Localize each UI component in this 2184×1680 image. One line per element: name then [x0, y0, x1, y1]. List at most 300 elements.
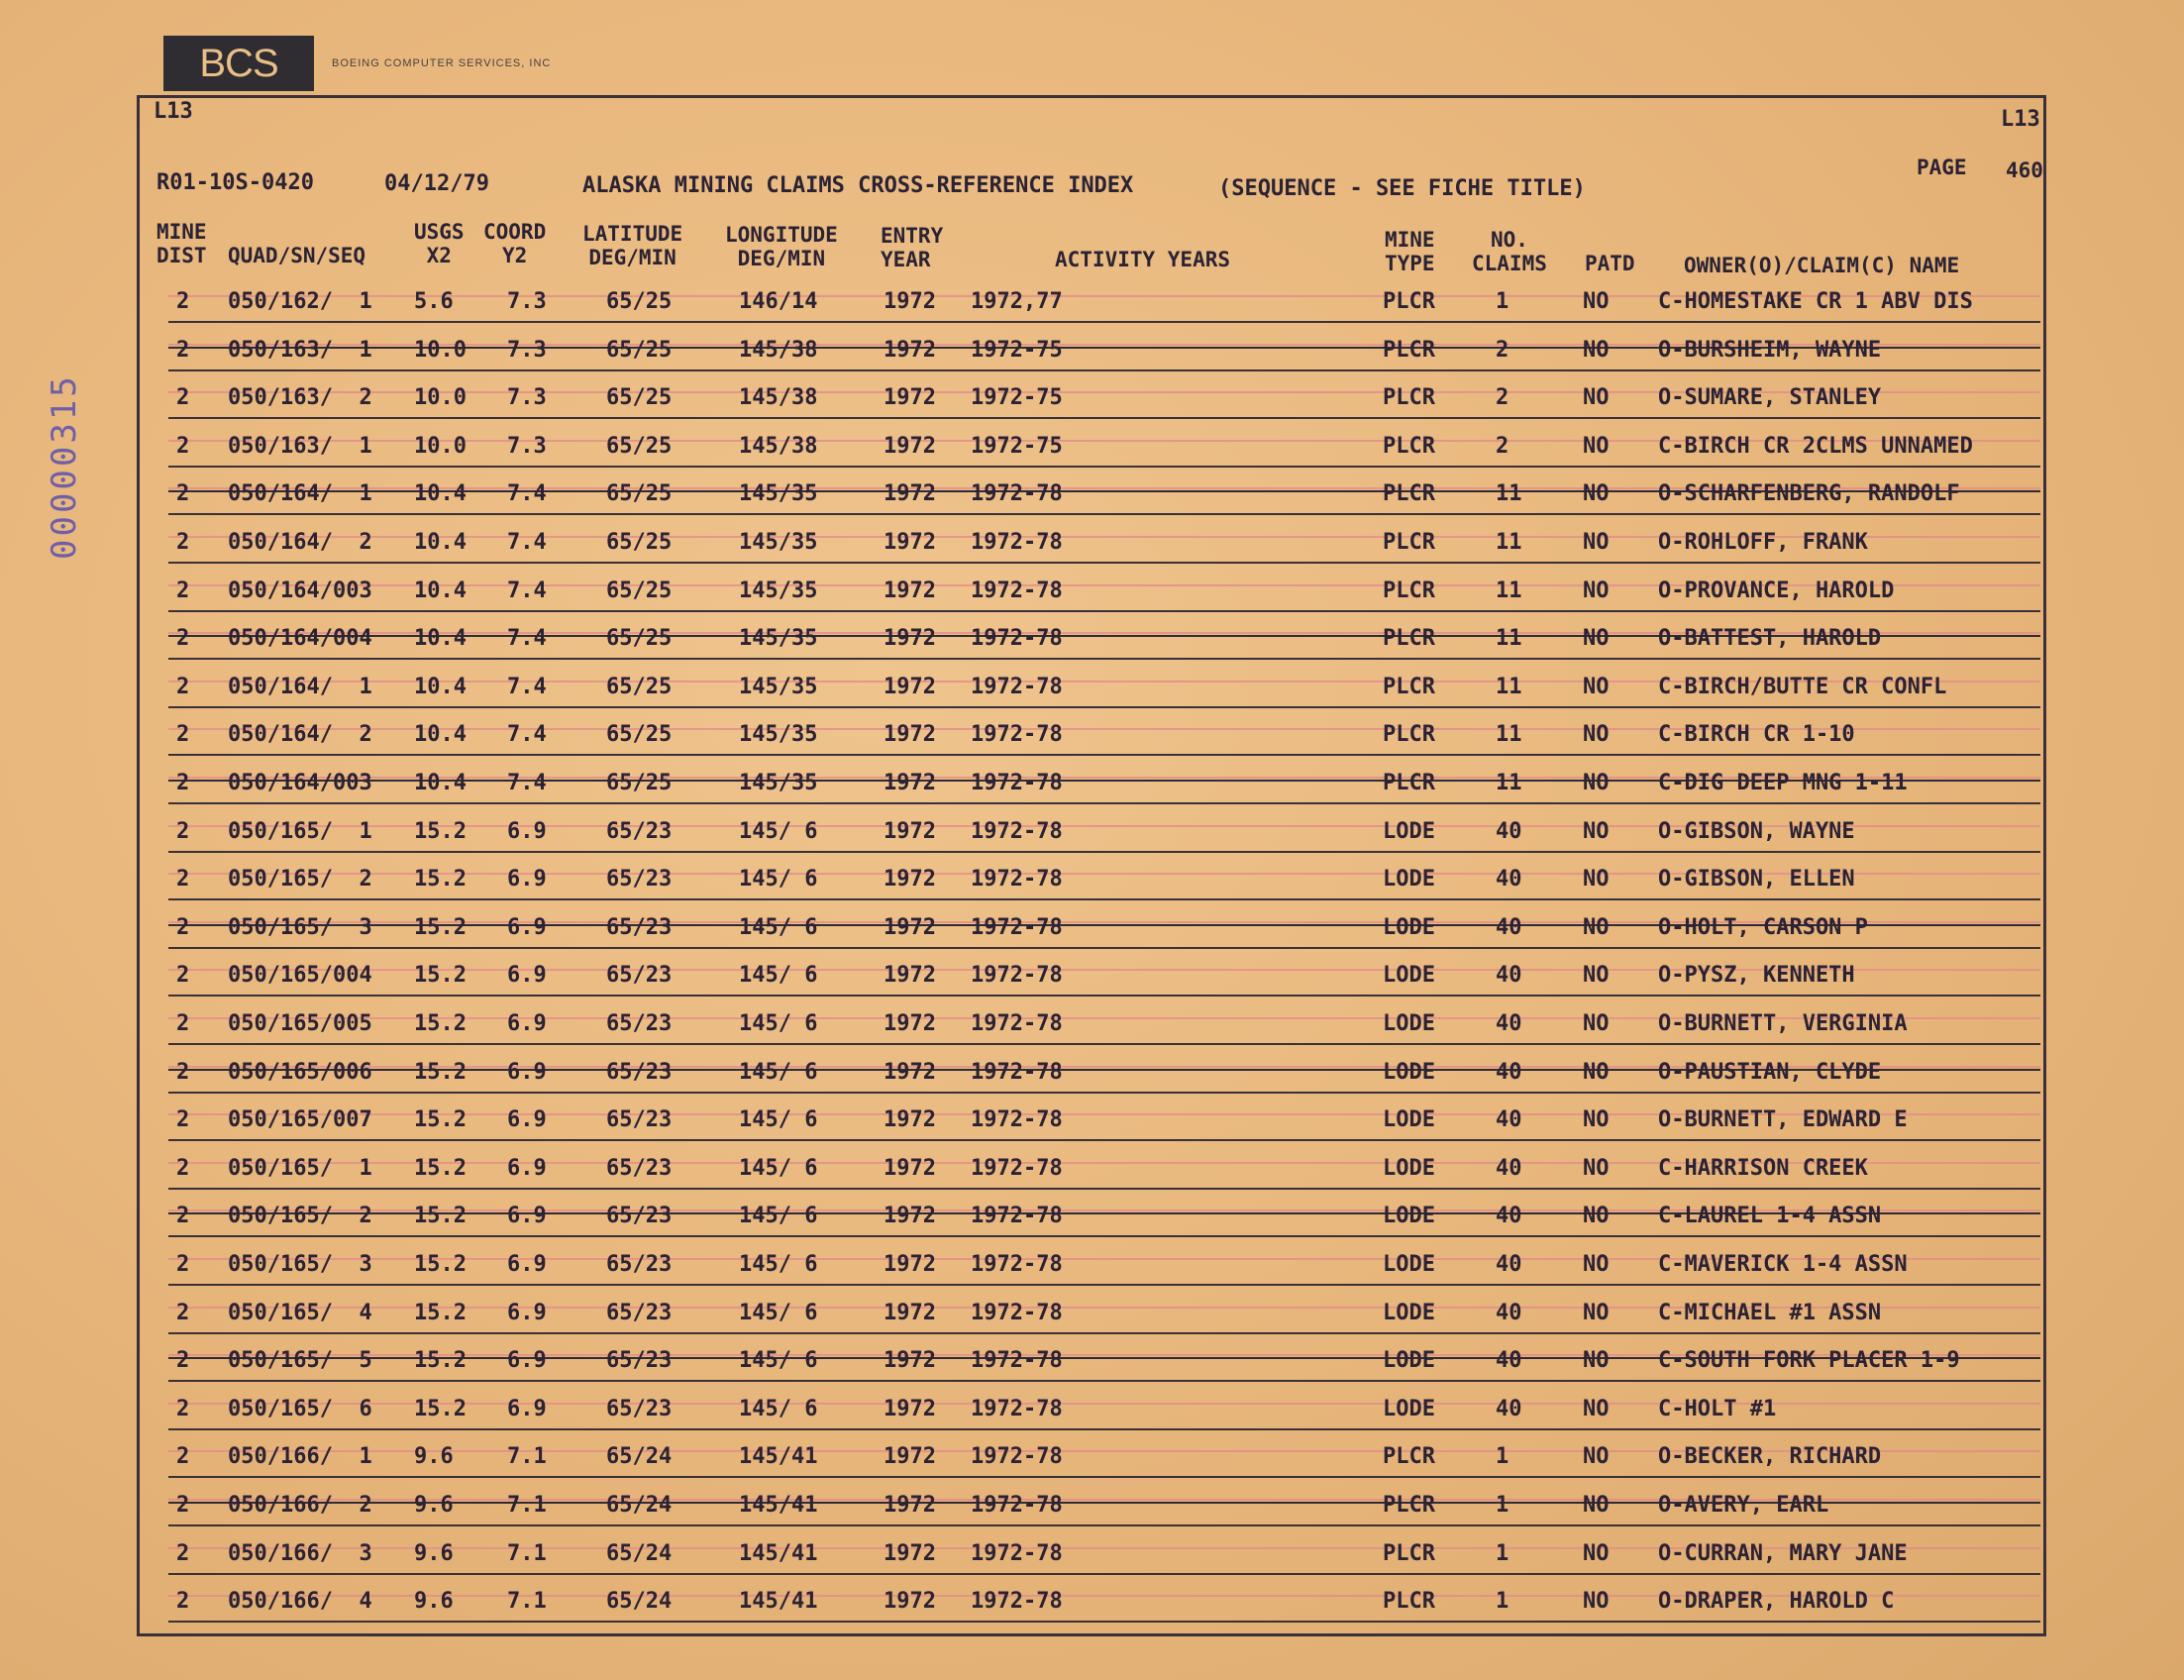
cell-quad: 050/166/ 4 [228, 1589, 372, 1615]
cell-owner: O-GIBSON, WAYNE [1658, 818, 1855, 844]
cell-mine-dist: 2 [176, 771, 190, 795]
cell-mine-dist: 2 [176, 914, 190, 940]
cell-mine-dist: 2 [176, 578, 190, 603]
cell-latitude: 65/23 [606, 1348, 673, 1374]
table-row [149, 1581, 2040, 1628]
cell-activity-years: 1972-78 [971, 914, 1063, 940]
cell-patd: NO [1583, 867, 1610, 892]
cell-usgs-x2: 15.2 [414, 1107, 467, 1133]
cell-no-claims: 1 [1496, 1444, 1509, 1470]
cell-no-claims: 40 [1496, 818, 1522, 844]
cell-quad: 050/164/003 [228, 771, 372, 795]
cell-longitude: 145/ 6 [739, 1252, 818, 1277]
cell-coord-y2: 6.9 [507, 1107, 547, 1133]
cell-mine-dist: 2 [176, 1540, 190, 1566]
cell-longitude: 145/ 6 [739, 914, 818, 940]
table-row [149, 1293, 2040, 1340]
cell-patd: NO [1583, 337, 1610, 363]
cell-entry-year: 1972 [884, 1252, 936, 1277]
cell-mine-dist: 2 [176, 1444, 190, 1470]
cell-longitude: 145/35 [739, 578, 818, 603]
row-underline [168, 1092, 2040, 1094]
cell-patd: NO [1583, 1155, 1610, 1181]
cell-no-claims: 11 [1496, 722, 1522, 748]
cell-latitude: 65/24 [606, 1589, 673, 1615]
cell-activity-years: 1972-78 [971, 818, 1063, 844]
cell-activity-years: 1972-78 [971, 481, 1063, 507]
cell-patd: NO [1583, 1396, 1610, 1421]
cell-entry-year: 1972 [884, 1107, 936, 1133]
cell-owner: O-SUMARE, STANLEY [1658, 385, 1882, 411]
header-activity-years: ACTIVITY YEARS [1055, 248, 1231, 271]
cell-coord-y2: 7.4 [507, 530, 547, 555]
row-underline [168, 1332, 2040, 1334]
cell-patd: NO [1583, 674, 1610, 699]
cell-usgs-x2: 10.4 [414, 626, 467, 652]
cell-longitude: 145/ 6 [739, 1396, 818, 1421]
header-no-claims: NO. CLAIMS [1472, 228, 1547, 275]
header-quad: QUAD/SN/SEQ [228, 244, 366, 267]
cell-patd: NO [1583, 1493, 1610, 1518]
row-underline [168, 1476, 2040, 1478]
table-row [149, 1389, 2040, 1436]
cell-latitude: 65/23 [606, 914, 673, 940]
row-underline [168, 369, 2040, 371]
row-underline [168, 513, 2040, 515]
cell-patd: NO [1583, 289, 1610, 314]
cell-entry-year: 1972 [884, 481, 936, 507]
header-longitude: LONGITUDE DEG/MIN [725, 223, 838, 270]
cell-coord-y2: 6.9 [507, 1204, 547, 1229]
cell-quad: 050/165/ 6 [228, 1396, 372, 1421]
cell-quad: 050/164/ 2 [228, 722, 372, 748]
cell-mine-type: PLCR [1383, 385, 1435, 411]
cell-entry-year: 1972 [884, 1300, 936, 1325]
table-row [149, 473, 2040, 521]
cell-quad: 050/166/ 2 [228, 1493, 372, 1518]
table-row [149, 426, 2040, 473]
cell-latitude: 65/25 [606, 289, 673, 314]
cell-longitude: 145/35 [739, 771, 818, 795]
cell-mine-type: LODE [1383, 1155, 1435, 1181]
cell-mine-dist: 2 [176, 1107, 190, 1133]
cell-entry-year: 1972 [884, 433, 936, 459]
cell-latitude: 65/25 [606, 481, 673, 507]
table-row [149, 907, 2040, 955]
cell-usgs-x2: 10.4 [414, 481, 467, 507]
cell-owner: O-HOLT, CARSON P [1658, 914, 1868, 940]
table-row [149, 859, 2040, 906]
cell-coord-y2: 6.9 [507, 1396, 547, 1421]
table-row [149, 1436, 2040, 1484]
cell-patd: NO [1583, 1204, 1610, 1229]
cell-longitude: 145/35 [739, 722, 818, 748]
row-underline [168, 321, 2040, 323]
cell-owner: C-LAUREL 1-4 ASSN [1658, 1204, 1882, 1229]
cell-mine-dist: 2 [176, 530, 190, 555]
cell-no-claims: 40 [1496, 963, 1522, 989]
header-coord: COORD Y2 [483, 220, 547, 267]
table-row [149, 811, 2040, 859]
page-label: PAGE [1917, 156, 1967, 179]
cell-latitude: 65/24 [606, 1444, 673, 1470]
cell-owner: O-CURRAN, MARY JANE [1658, 1540, 1908, 1566]
cell-mine-dist: 2 [176, 1348, 190, 1374]
cell-owner: O-BURSHEIM, WAYNE [1658, 337, 1882, 363]
table-row [149, 571, 2040, 618]
cell-longitude: 145/ 6 [739, 1348, 818, 1374]
cell-mine-type: LODE [1383, 963, 1435, 989]
cell-patd: NO [1583, 626, 1610, 652]
cell-longitude: 145/38 [739, 433, 818, 459]
cell-mine-dist: 2 [176, 818, 190, 844]
cell-longitude: 145/41 [739, 1493, 818, 1518]
cell-activity-years: 1972-78 [971, 1252, 1063, 1277]
cell-patd: NO [1583, 530, 1610, 555]
cell-no-claims: 40 [1496, 1204, 1522, 1229]
cell-longitude: 146/14 [739, 289, 818, 314]
cell-longitude: 145/41 [739, 1589, 818, 1615]
cell-no-claims: 11 [1496, 674, 1522, 699]
cell-entry-year: 1972 [884, 626, 936, 652]
cell-no-claims: 1 [1496, 1540, 1509, 1566]
cell-entry-year: 1972 [884, 722, 936, 748]
table-row [149, 1340, 2040, 1388]
cell-no-claims: 11 [1496, 481, 1522, 507]
cell-no-claims: 40 [1496, 1011, 1522, 1036]
cell-longitude: 145/38 [739, 385, 818, 411]
cell-no-claims: 40 [1496, 1252, 1522, 1277]
header-entry-year: ENTRY YEAR [881, 224, 944, 271]
cell-mine-dist: 2 [176, 1396, 190, 1421]
cell-longitude: 145/41 [739, 1540, 818, 1566]
cell-quad: 050/165/ 1 [228, 1155, 372, 1181]
cell-entry-year: 1972 [884, 1348, 936, 1374]
cell-mine-dist: 2 [176, 1589, 190, 1615]
cell-quad: 050/165/ 1 [228, 818, 372, 844]
row-underline [168, 1621, 2040, 1623]
cell-activity-years: 1972-78 [971, 1204, 1063, 1229]
cell-activity-years: 1972-75 [971, 385, 1063, 411]
cell-entry-year: 1972 [884, 1444, 936, 1470]
cell-latitude: 65/23 [606, 1396, 673, 1421]
cell-activity-years: 1972-78 [971, 1300, 1063, 1325]
cell-coord-y2: 7.4 [507, 771, 547, 795]
cell-entry-year: 1972 [884, 867, 936, 892]
cell-coord-y2: 6.9 [507, 1059, 547, 1085]
cell-entry-year: 1972 [884, 674, 936, 699]
cell-quad: 050/165/006 [228, 1059, 372, 1085]
cell-usgs-x2: 10.0 [414, 337, 467, 363]
cell-mine-type: PLCR [1383, 578, 1435, 603]
cell-usgs-x2: 15.2 [414, 1204, 467, 1229]
row-underline [168, 1428, 2040, 1430]
cell-mine-dist: 2 [176, 1493, 190, 1518]
cell-quad: 050/164/ 1 [228, 481, 372, 507]
cell-entry-year: 1972 [884, 1155, 936, 1181]
cell-mine-type: PLCR [1383, 771, 1435, 795]
cell-coord-y2: 7.1 [507, 1444, 547, 1470]
cell-activity-years: 1972-78 [971, 1011, 1063, 1036]
bcs-logo [163, 36, 314, 91]
logo-text: BCS [199, 42, 278, 85]
cell-mine-dist: 2 [176, 481, 190, 507]
cell-patd: NO [1583, 1540, 1610, 1566]
cell-owner: O-PAUSTIAN, CLYDE [1658, 1059, 1882, 1085]
cell-quad: 050/163/ 1 [228, 337, 372, 363]
cell-longitude: 145/ 6 [739, 867, 818, 892]
cell-patd: NO [1583, 1011, 1610, 1036]
cell-no-claims: 2 [1496, 337, 1509, 363]
cell-quad: 050/165/ 3 [228, 914, 372, 940]
cell-entry-year: 1972 [884, 914, 936, 940]
cell-entry-year: 1972 [884, 578, 936, 603]
table-row [149, 377, 2040, 425]
cell-quad: 050/166/ 3 [228, 1540, 372, 1566]
row-underline [168, 898, 2040, 900]
cell-coord-y2: 6.9 [507, 1300, 547, 1325]
cell-latitude: 65/25 [606, 385, 673, 411]
cell-activity-years: 1972-78 [971, 867, 1063, 892]
page-number: 460 [2006, 158, 2043, 182]
header-patd: PATD [1585, 252, 1635, 275]
row-underline [168, 466, 2040, 468]
cell-mine-type: LODE [1383, 1252, 1435, 1277]
cell-latitude: 65/24 [606, 1540, 673, 1566]
cell-latitude: 65/23 [606, 1107, 673, 1133]
cell-usgs-x2: 9.6 [414, 1444, 454, 1470]
cell-patd: NO [1583, 963, 1610, 989]
cell-owner: O-BURNETT, VERGINIA [1658, 1011, 1908, 1036]
cell-patd: NO [1583, 1444, 1610, 1470]
cell-no-claims: 11 [1496, 626, 1522, 652]
cell-activity-years: 1972-78 [971, 1155, 1063, 1181]
cell-quad: 050/164/ 1 [228, 674, 372, 699]
cell-mine-type: PLCR [1383, 626, 1435, 652]
cell-entry-year: 1972 [884, 1011, 936, 1036]
cell-usgs-x2: 9.6 [414, 1493, 454, 1518]
cell-no-claims: 11 [1496, 578, 1522, 603]
row-underline [168, 1043, 2040, 1045]
cell-latitude: 65/25 [606, 626, 673, 652]
cell-entry-year: 1972 [884, 1493, 936, 1518]
cell-coord-y2: 6.9 [507, 1252, 547, 1277]
cell-owner: C-SOUTH FORK PLACER 1-9 [1658, 1348, 1960, 1374]
cell-no-claims: 11 [1496, 771, 1522, 795]
cell-coord-y2: 6.9 [507, 818, 547, 844]
cell-activity-years: 1972,77 [971, 289, 1063, 314]
cell-mine-dist: 2 [176, 1252, 190, 1277]
cell-patd: NO [1583, 578, 1610, 603]
header-usgs: USGS X2 [414, 220, 465, 267]
cell-latitude: 65/24 [606, 1493, 673, 1518]
cell-owner: C-BIRCH CR 2CLMS UNNAMED [1658, 433, 1973, 459]
cell-coord-y2: 7.4 [507, 578, 547, 603]
row-underline [168, 1380, 2040, 1382]
cell-owner: C-DIG DEEP MNG 1-11 [1658, 771, 1908, 795]
cell-entry-year: 1972 [884, 963, 936, 989]
cell-latitude: 65/25 [606, 771, 673, 795]
cell-patd: NO [1583, 433, 1610, 459]
cell-usgs-x2: 9.6 [414, 1589, 454, 1615]
cell-owner: O-PROVANCE, HAROLD [1658, 578, 1895, 603]
cell-mine-type: PLCR [1383, 433, 1435, 459]
row-underline [168, 1139, 2040, 1141]
cell-coord-y2: 6.9 [507, 963, 547, 989]
cell-mine-dist: 2 [176, 337, 190, 363]
cell-longitude: 145/35 [739, 674, 818, 699]
table-row [149, 667, 2040, 714]
cell-entry-year: 1972 [884, 289, 936, 314]
cell-mine-type: LODE [1383, 1107, 1435, 1133]
row-underline [168, 1235, 2040, 1237]
cell-coord-y2: 7.4 [507, 674, 547, 699]
cell-entry-year: 1972 [884, 385, 936, 411]
cell-mine-dist: 2 [176, 1059, 190, 1085]
cell-no-claims: 1 [1496, 1589, 1509, 1615]
cell-longitude: 145/35 [739, 530, 818, 555]
cell-owner: C-HOMESTAKE CR 1 ABV DIS [1658, 289, 1973, 314]
table-row [149, 281, 2040, 329]
cell-mine-type: LODE [1383, 1396, 1435, 1421]
cell-latitude: 65/23 [606, 1300, 673, 1325]
cell-entry-year: 1972 [884, 337, 936, 363]
cell-no-claims: 1 [1496, 289, 1509, 314]
cell-mine-dist: 2 [176, 1300, 190, 1325]
cell-mine-dist: 2 [176, 1204, 190, 1229]
cell-patd: NO [1583, 1252, 1610, 1277]
cell-latitude: 65/25 [606, 578, 673, 603]
cell-coord-y2: 7.4 [507, 722, 547, 748]
cell-no-claims: 2 [1496, 385, 1509, 411]
cell-usgs-x2: 15.2 [414, 1252, 467, 1277]
cell-mine-type: LODE [1383, 867, 1435, 892]
cell-no-claims: 40 [1496, 914, 1522, 940]
cell-no-claims: 40 [1496, 1107, 1522, 1133]
row-underline [168, 802, 2040, 804]
cell-latitude: 65/25 [606, 530, 673, 555]
table-row [149, 1533, 2040, 1581]
cell-latitude: 65/25 [606, 337, 673, 363]
row-underline [168, 610, 2040, 612]
cell-coord-y2: 6.9 [507, 914, 547, 940]
row-underline [168, 1284, 2040, 1286]
cell-activity-years: 1972-78 [971, 1540, 1063, 1566]
cell-mine-type: PLCR [1383, 289, 1435, 314]
table-row [149, 1485, 2040, 1532]
cell-coord-y2: 7.1 [507, 1540, 547, 1566]
cell-mine-type: PLCR [1383, 1589, 1435, 1615]
cell-mine-dist: 2 [176, 963, 190, 989]
cell-patd: NO [1583, 771, 1610, 795]
cell-quad: 050/165/ 4 [228, 1300, 372, 1325]
cell-mine-type: LODE [1383, 818, 1435, 844]
cell-quad: 050/162/ 1 [228, 289, 372, 314]
cell-longitude: 145/ 6 [739, 1204, 818, 1229]
cell-usgs-x2: 10.4 [414, 530, 467, 555]
cell-quad: 050/165/ 3 [228, 1252, 372, 1277]
cell-usgs-x2: 15.2 [414, 1059, 467, 1085]
cell-quad: 050/166/ 1 [228, 1444, 372, 1470]
cell-activity-years: 1972-78 [971, 626, 1063, 652]
cell-latitude: 65/25 [606, 674, 673, 699]
cell-mine-dist: 2 [176, 385, 190, 411]
cell-mine-type: PLCR [1383, 674, 1435, 699]
cell-usgs-x2: 10.4 [414, 722, 467, 748]
header-owner-claim: OWNER(O)/CLAIM(C) NAME [1684, 254, 1960, 277]
cell-patd: NO [1583, 914, 1610, 940]
corner-mark-right: L13 [2001, 107, 2040, 132]
cell-quad: 050/165/ 2 [228, 1204, 372, 1229]
cell-no-claims: 1 [1496, 1493, 1509, 1518]
cell-mine-type: PLCR [1383, 530, 1435, 555]
cell-usgs-x2: 10.0 [414, 433, 467, 459]
cell-mine-type: LODE [1383, 1300, 1435, 1325]
cell-owner: O-DRAPER, HAROLD C [1658, 1589, 1895, 1615]
cell-mine-dist: 2 [176, 626, 190, 652]
row-underline [168, 658, 2040, 660]
cell-longitude: 145/ 6 [739, 1300, 818, 1325]
cell-usgs-x2: 15.2 [414, 1348, 467, 1374]
cell-owner: C-HOLT #1 [1658, 1396, 1777, 1421]
cell-latitude: 65/23 [606, 867, 673, 892]
cell-activity-years: 1972-78 [971, 771, 1063, 795]
cell-no-claims: 40 [1496, 1348, 1522, 1374]
cell-coord-y2: 6.9 [507, 1155, 547, 1181]
cell-patd: NO [1583, 385, 1610, 411]
corner-mark-left: L13 [154, 99, 193, 124]
row-underline [168, 706, 2040, 708]
cell-patd: NO [1583, 1589, 1610, 1615]
header-mine-dist: MINE DIST [156, 220, 207, 267]
cell-latitude: 65/23 [606, 1059, 673, 1085]
cell-usgs-x2: 10.0 [414, 385, 467, 411]
cell-entry-year: 1972 [884, 818, 936, 844]
table-row [149, 1196, 2040, 1243]
cell-mine-dist: 2 [176, 867, 190, 892]
cell-latitude: 65/23 [606, 1204, 673, 1229]
cell-quad: 050/164/004 [228, 626, 372, 652]
cell-activity-years: 1972-78 [971, 963, 1063, 989]
cell-longitude: 145/35 [739, 626, 818, 652]
cell-mine-type: LODE [1383, 1204, 1435, 1229]
cell-entry-year: 1972 [884, 1204, 936, 1229]
table-row [149, 955, 2040, 1002]
cell-owner: C-BIRCH CR 1-10 [1658, 722, 1855, 748]
cell-mine-type: PLCR [1383, 481, 1435, 507]
cell-usgs-x2: 10.4 [414, 578, 467, 603]
row-underline [168, 995, 2040, 997]
cell-entry-year: 1972 [884, 1540, 936, 1566]
cell-mine-dist: 2 [176, 1011, 190, 1036]
cell-mine-type: PLCR [1383, 337, 1435, 363]
cell-activity-years: 1972-78 [971, 1348, 1063, 1374]
report-id: R01-10S-0420 [156, 170, 314, 195]
row-underline [168, 562, 2040, 564]
cell-entry-year: 1972 [884, 530, 936, 555]
cell-owner: C-MAVERICK 1-4 ASSN [1658, 1252, 1908, 1277]
cell-mine-type: PLCR [1383, 1540, 1435, 1566]
cell-owner: O-BATTEST, HAROLD [1658, 626, 1882, 652]
cell-owner: O-AVERY, EARL [1658, 1493, 1829, 1518]
cell-coord-y2: 7.1 [507, 1589, 547, 1615]
cell-activity-years: 1972-78 [971, 578, 1063, 603]
table-row [149, 1244, 2040, 1292]
cell-owner: C-BIRCH/BUTTE CR CONFL [1658, 674, 1947, 699]
cell-mine-type: PLCR [1383, 1493, 1435, 1518]
cell-activity-years: 1972-78 [971, 1396, 1063, 1421]
cell-owner: O-PYSZ, KENNETH [1658, 963, 1855, 989]
